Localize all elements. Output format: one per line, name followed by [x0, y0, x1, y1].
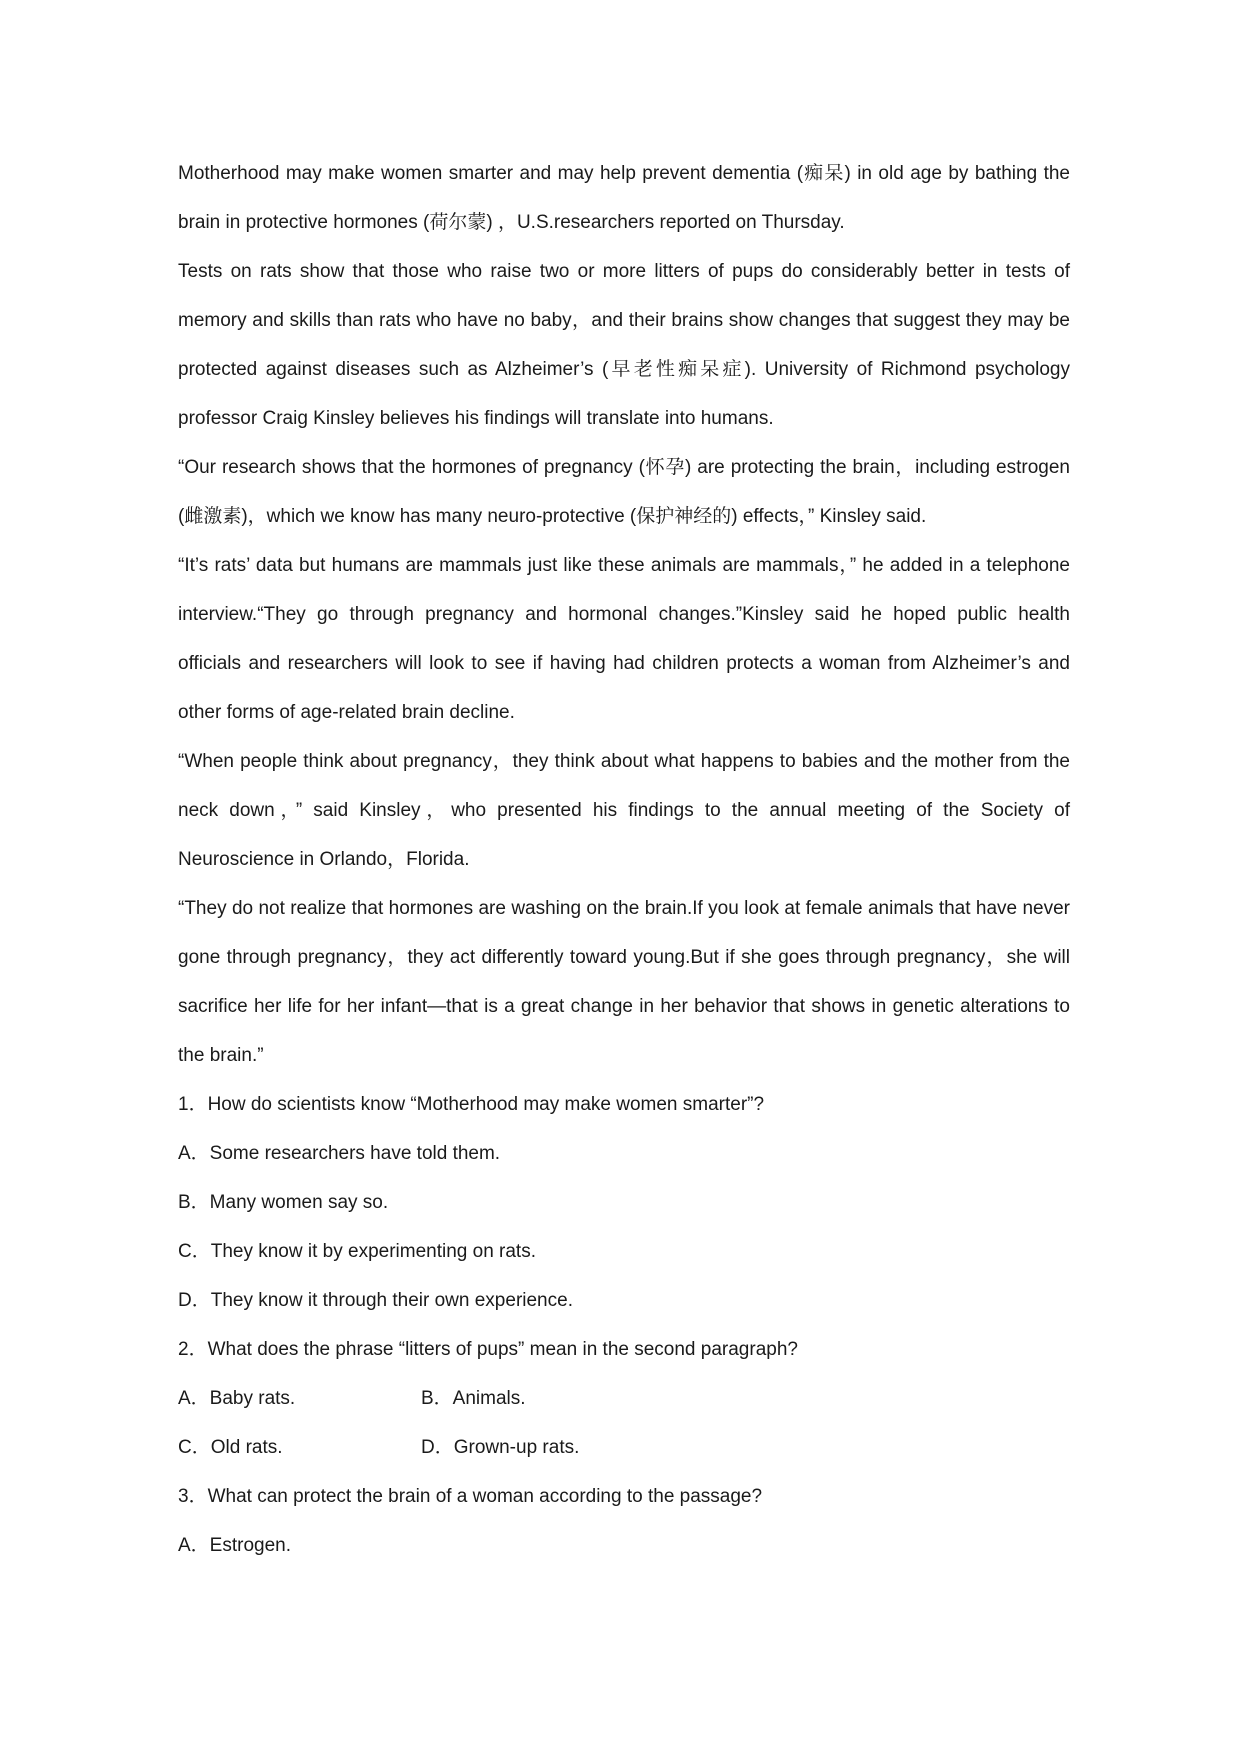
- question-1-stem: 1．How do scientists know “Motherhood may make women smarter”?: [178, 1094, 765, 1115]
- passage-paragraph-6: “They do not realize that hormones are washing on the brain.If you look at female animals that have never gone through pregnancy，they act differently toward young.But if she goes through pregnancy，she will sacrifice her life for her infant—that is a great change in her behavior that shows in genetic alterations to the brain.”: [178, 898, 1070, 1066]
- question-3-stem: 3．What can protect the brain of a woman according to the passage?: [178, 1486, 763, 1507]
- question-1-option-d: D．They know it through their own experience.: [178, 1290, 573, 1311]
- question-2-options-row-1: [178, 1374, 1070, 1423]
- question-1-option-a: A．Some researchers have told them.: [178, 1143, 501, 1164]
- passage-paragraph-2: Tests on rats show that those who raise two or more litters of pups do considerably better in tests of memory and skills than rats who have no baby，and their brains show changes that suggest they may be protected against diseases such as Alzheimer’s (早老性痴呆症). University of Richmond psychology professor Craig Kinsley believes his findings will translate into humans.: [178, 261, 1070, 429]
- question-2-option-c: C．Old rats.: [178, 1437, 283, 1458]
- question-2-option-b: B．Animals.: [421, 1388, 526, 1409]
- question-2-option-a: A．Baby rats.: [178, 1388, 296, 1409]
- question-2-stem: 2．What does the phrase “litters of pups” mean in the second paragraph?: [178, 1339, 798, 1360]
- question-1-option-b: B．Many women say so.: [178, 1192, 389, 1213]
- passage-paragraph-3: “Our research shows that the hormones of pregnancy (怀孕) are protecting the brain，including estrogen (雌激素)，which we know has many neuro-protective (保护神经的) effects，” Kinsley said.: [178, 457, 1070, 527]
- passage-paragraph-4: “It’s rats’ data but humans are mammals just like these animals are mammals，” he added in a telephone interview.“They go through pregnancy and hormonal changes.”Kinsley said he hoped public health officials and researchers will look to see if having had children protects a woman from Alzheimer’s and other forms of age-related brain decline.: [178, 555, 1070, 723]
- document-page: [178, 149, 1070, 1570]
- passage-paragraph-5: “When people think about pregnancy，they think about what happens to babies and the mother from the neck down，” said Kinsley，who presented his findings to the annual meeting of the Society of Neuroscience in Orlando，Florida.: [178, 751, 1070, 870]
- passage-paragraph-1: Motherhood may make women smarter and may help prevent dementia (痴呆) in old age by bathing the brain in protective hormones (荷尔蒙) ，U.S.researchers reported on Thursday.: [178, 163, 1070, 233]
- question-3-option-a: A．Estrogen.: [178, 1535, 291, 1556]
- question-1-option-c: C．They know it by experimenting on rats.: [178, 1241, 536, 1262]
- question-2-options-row-2: [178, 1423, 1070, 1472]
- question-2-option-d: D．Grown-up rats.: [421, 1437, 580, 1458]
- question-3: [178, 1472, 1070, 1570]
- question-1: [178, 1080, 1070, 1325]
- question-2: [178, 1325, 1070, 1472]
